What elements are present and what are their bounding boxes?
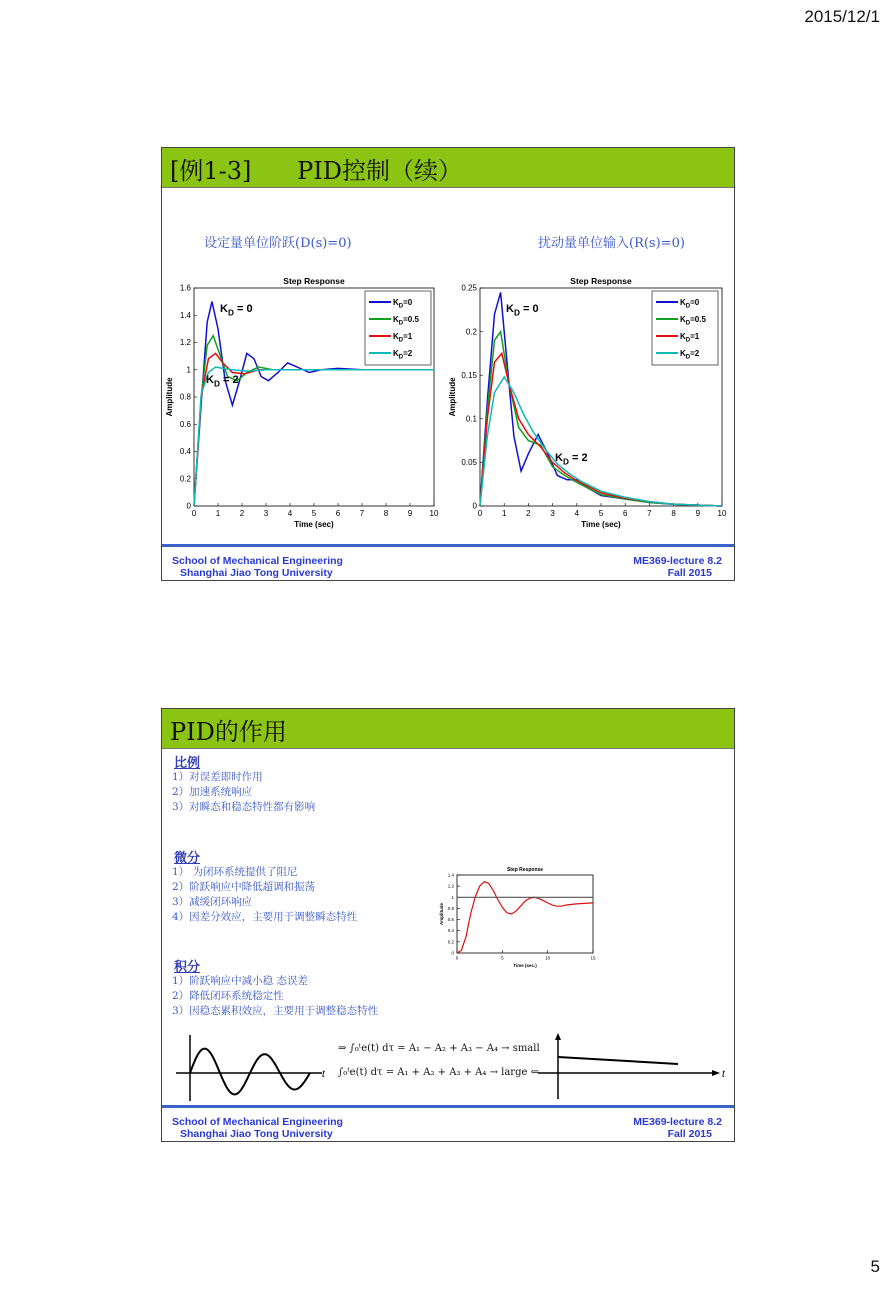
footer-course-line-2: Fall 2015 — [667, 567, 712, 579]
footer-school-line-1: School of Mechanical Engineering — [172, 555, 343, 567]
y-tick-label: 0.25 — [461, 283, 477, 293]
slide-title: PID的作用 — [170, 718, 287, 746]
y-tick-label: 0.8 — [447, 905, 454, 911]
list-item: 1）阶跃响应中减小稳 态误差 — [172, 975, 309, 987]
y-axis-label: Amplitude — [448, 377, 457, 417]
y-tick-label: 0.15 — [461, 370, 477, 380]
section-heading-derivative: 微分 — [174, 851, 201, 866]
y-tick-label: 1.2 — [179, 338, 191, 348]
x-tick-label: 4 — [287, 509, 293, 518]
y-axis-label: Amplitude — [439, 903, 444, 925]
footer-course — [633, 1116, 722, 1140]
y-tick-label: 0.4 — [179, 447, 191, 457]
x-tick-label: 1 — [501, 509, 507, 518]
x-tick-label: 5 — [598, 509, 604, 518]
y-tick-label: 0 — [186, 501, 191, 511]
y-tick-label: 1.6 — [179, 283, 191, 293]
legend-label: $K_D=2$ — [393, 349, 413, 361]
footer-course — [633, 555, 722, 579]
curve-annotation: $K_D = 2$ — [206, 374, 239, 389]
y-tick-label: 1 — [451, 894, 454, 900]
y-tick-label: 0.05 — [461, 458, 477, 468]
list-item: 4）因差分效应，主要用于调整瞬态特性 — [172, 911, 358, 923]
y-tick-label: 0.6 — [447, 917, 454, 923]
legend-label: $K_D=0.5$ — [680, 315, 706, 327]
y-tick-label: 0.2 — [465, 327, 477, 337]
y-tick-label: 0.6 — [179, 419, 191, 429]
formula-large: ∫₀ᵗe(t) dτ = A₁ + A₂ + A₃ + A₄ → large ⇐ — [338, 1067, 539, 1078]
disturbance-step-chart — [446, 268, 735, 536]
x-tick-label: 7 — [647, 509, 652, 518]
x-tick-label: 4 — [574, 509, 580, 518]
list-item: 3）对瞬态和稳态特性都有影响 — [172, 801, 316, 813]
page-number: 5 — [870, 1257, 880, 1276]
error-constant-diagram — [534, 1031, 730, 1103]
list-item: 1） 为闭环系统提供了阻尼 — [172, 866, 298, 878]
x-tick-label: 2 — [526, 509, 531, 518]
x-tick-label: 10 — [717, 509, 727, 518]
x-tick-label: 3 — [550, 509, 555, 518]
arrow-up-icon — [555, 1033, 561, 1040]
footer-school-line-2: Shanghai Jiao Tong University — [180, 567, 333, 579]
y-tick-label: 1.2 — [447, 883, 454, 889]
y-tick-label: 0.2 — [179, 474, 191, 484]
x-tick-label: 0 — [455, 955, 459, 961]
y-tick-label: 0 — [472, 501, 477, 511]
list-item: 3）减缓闭环响应 — [172, 896, 253, 908]
slide-pid-example — [161, 147, 735, 581]
error-sine-diagram — [172, 1031, 332, 1103]
footer-course-line-1: ME369-lecture 8.2 — [633, 1116, 722, 1128]
section-heading-proportional: 比例 — [174, 756, 201, 771]
footer-school-line-1: School of Mechanical Engineering — [172, 1116, 343, 1128]
axis-t-label: t — [722, 1069, 725, 1080]
list-item: 2）阶跃响应中降低超调和振荡 — [172, 881, 316, 893]
axis-t-label: t — [322, 1069, 325, 1080]
list-item: 1）对误差即时作用 — [172, 771, 263, 783]
x-tick-label: 1 — [215, 509, 221, 518]
x-tick-label: 0 — [191, 509, 197, 518]
list-item: 3）因稳态累积效应，主要用于调整稳态特性 — [172, 1005, 379, 1017]
right-chart-subtitle: 扰动量单位输入(R(s)=0) — [538, 236, 685, 251]
y-tick-label: 0 — [451, 950, 454, 956]
chart-title: Step Response — [506, 867, 544, 873]
footer-course-line-2: Fall 2015 — [667, 1128, 712, 1140]
y-tick-label: 1 — [186, 365, 191, 375]
legend-label: $K_D=0.5$ — [393, 315, 419, 327]
slide-title: [例1-3] PID控制（续） — [170, 157, 463, 185]
plot-area — [457, 875, 593, 953]
x-tick-label: 7 — [359, 509, 365, 518]
chart-title: Step Response — [570, 276, 632, 286]
x-tick-label: 0 — [477, 509, 483, 518]
x-axis-label: Time (sec.) — [513, 963, 537, 968]
list-item: 2）降低闭环系统稳定性 — [172, 990, 284, 1002]
x-tick-label: 5 — [311, 509, 317, 518]
x-tick-label: 15 — [590, 955, 596, 961]
footer-school — [172, 1116, 343, 1140]
x-tick-label: 10 — [545, 955, 551, 961]
y-tick-label: 1.4 — [179, 310, 191, 320]
x-tick-label: 5 — [501, 955, 504, 961]
x-tick-label: 9 — [407, 509, 413, 518]
footer-course-line-1: ME369-lecture 8.2 — [633, 555, 722, 567]
slide-title-bar — [162, 709, 734, 749]
error-constant-curve — [558, 1057, 678, 1064]
y-tick-label: 0.4 — [447, 928, 454, 934]
footer-divider — [162, 1105, 734, 1108]
y-axis-label: Amplitude — [165, 377, 174, 417]
legend-label: $K_D=1$ — [393, 332, 413, 344]
list-item: 2）加速系统响应 — [172, 786, 253, 798]
footer-school — [172, 555, 343, 579]
footer-school-line-2: Shanghai Jiao Tong University — [180, 1128, 333, 1140]
x-tick-label: 2 — [239, 509, 245, 518]
legend-label: $K_D=0$ — [393, 298, 413, 310]
x-axis-label: Time (sec) — [294, 520, 334, 529]
y-tick-label: 0.8 — [179, 392, 191, 402]
legend-label: $K_D=1$ — [680, 332, 700, 344]
slide-title-bar — [162, 148, 734, 188]
slide-pid-roles — [161, 708, 735, 1142]
legend-label: $K_D=0$ — [680, 298, 700, 310]
curve-annotation: $K_D = 2$ — [555, 452, 588, 467]
x-tick-label: 8 — [383, 509, 389, 518]
setpoint-step-chart — [162, 268, 446, 536]
x-tick-label: 6 — [622, 509, 628, 518]
formula-small: ⇒ ∫₀ᵗe(t) dτ = A₁ − A₂ + A₃ − A₄ → small — [338, 1043, 540, 1054]
x-tick-label: 6 — [335, 509, 341, 518]
footer-divider — [162, 544, 734, 547]
arrow-right-icon — [712, 1070, 720, 1076]
x-tick-label: 10 — [429, 509, 439, 518]
x-tick-label: 8 — [671, 509, 676, 518]
x-axis-label: Time (sec) — [581, 520, 621, 529]
error-sine-curve — [190, 1049, 310, 1095]
chart-title: Step Response — [283, 276, 345, 286]
derivative-step-chart — [437, 855, 607, 973]
y-tick-label: 1.4 — [447, 872, 454, 878]
y-tick-label: 0.2 — [447, 939, 454, 945]
x-tick-label: 3 — [263, 509, 269, 518]
y-tick-label: 0.1 — [465, 414, 477, 424]
curve-annotation: $K_D = 0$ — [220, 303, 253, 318]
left-chart-subtitle: 设定量单位阶跃(D(s)=0) — [204, 236, 352, 251]
curve-annotation: $K_D = 0$ — [506, 303, 539, 318]
section-heading-integral: 积分 — [174, 960, 201, 975]
legend-label: $K_D=2$ — [680, 349, 700, 361]
x-tick-label: 9 — [695, 509, 701, 518]
page-date: 2015/12/1 — [804, 7, 880, 26]
